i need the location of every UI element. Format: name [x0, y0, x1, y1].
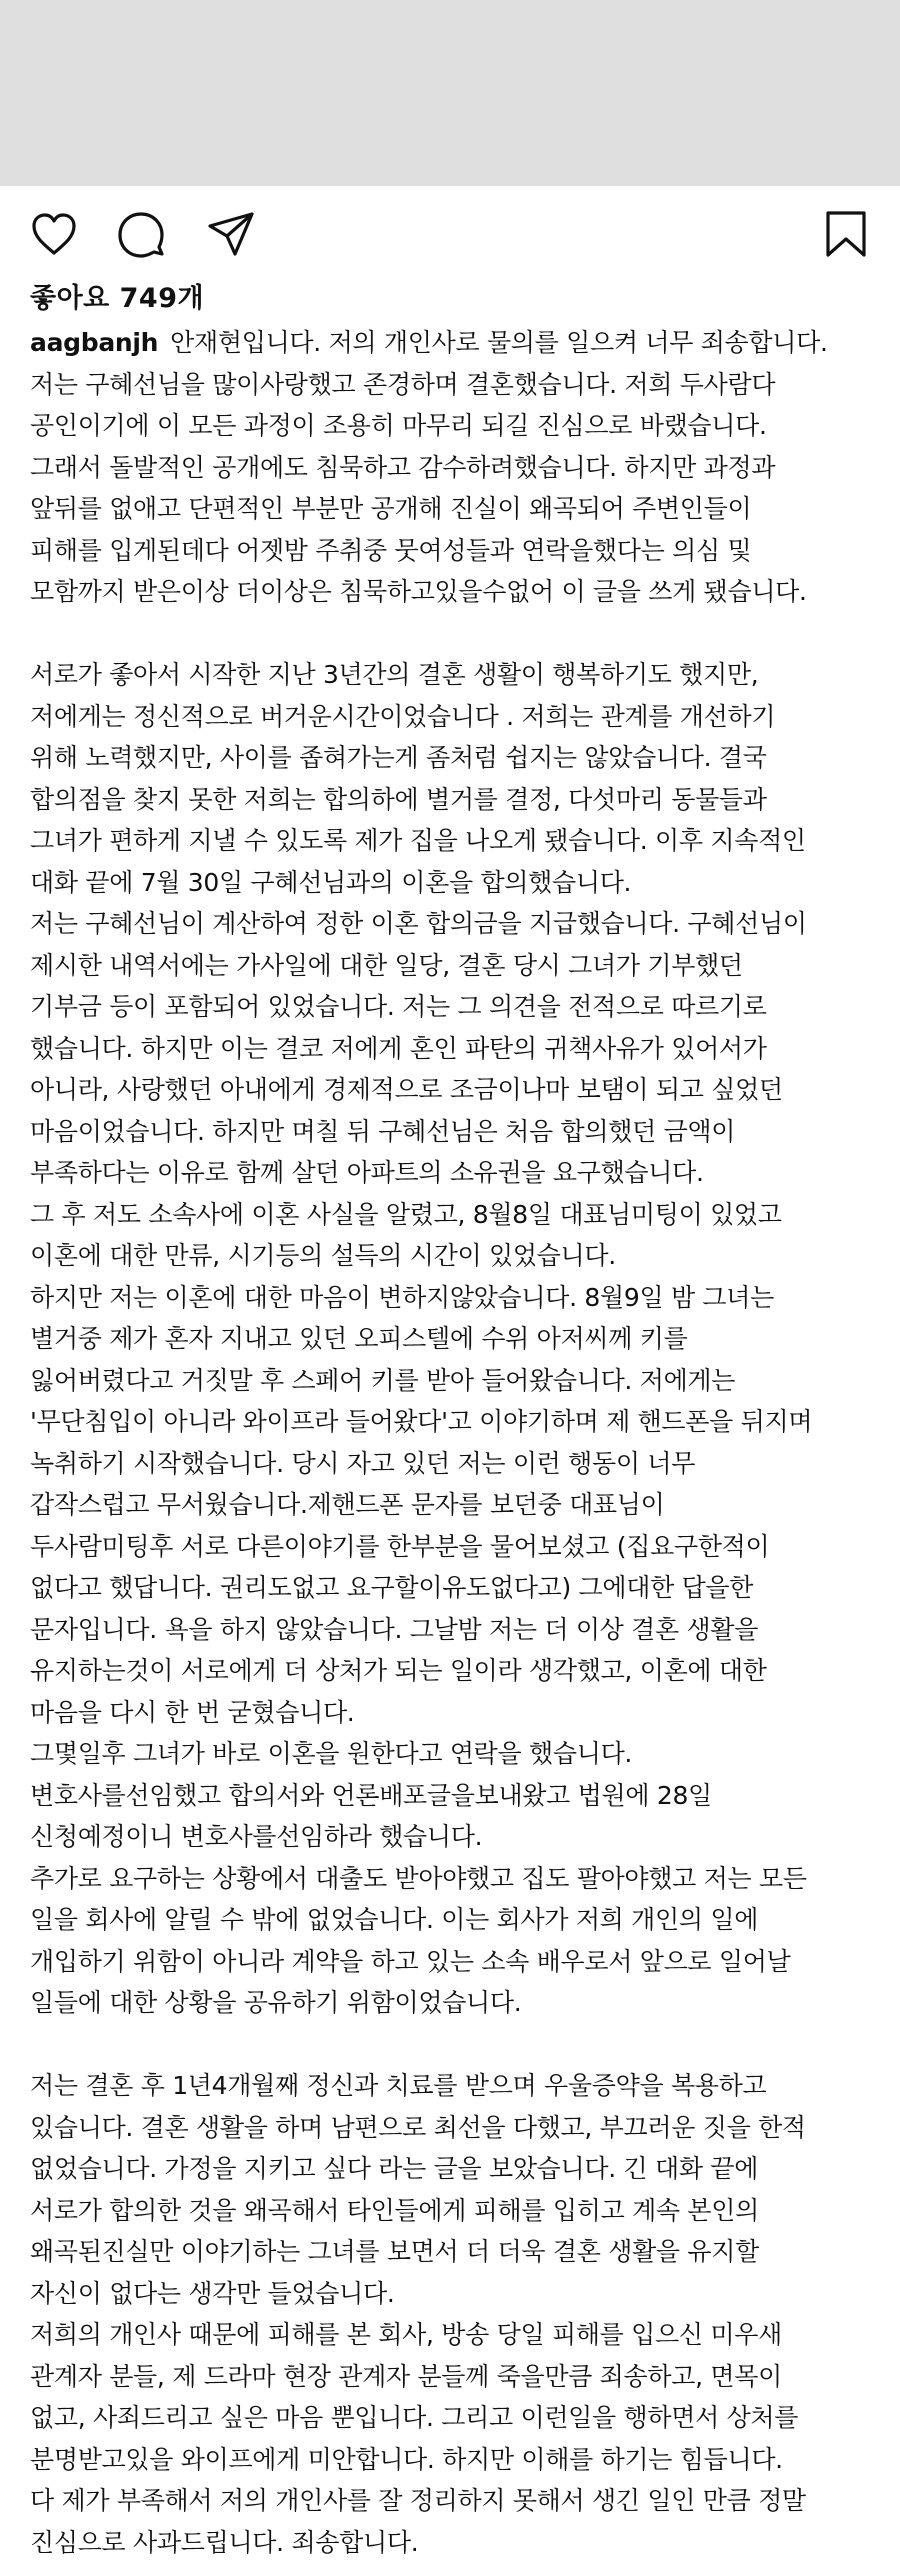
caption-line — [30, 364, 876, 406]
caption-text: 대화 끝에 7월 30일 구혜선님과의 이혼을 합의했습니다. — [30, 868, 631, 897]
caption-text: 그 후 저도 소속사에 이혼 사실을 알렸고, 8월8일 대표님미팅이 있었고 — [30, 1200, 782, 1229]
caption-line — [30, 1152, 876, 1194]
caption-text: 잃어버렸다고 거짓말 후 스페어 키를 받아 들어왔습니다. 저에게는 — [30, 1366, 735, 1395]
caption-text: 관계자 분들, 제 드라마 현장 관계자 분들께 죽을만큼 죄송하고, 면목이 — [30, 2362, 782, 2391]
caption-line — [30, 1567, 876, 1609]
caption-text: 제시한 내역서에는 가사일에 대한 일당, 결혼 당시 그녀가 기부했던 — [30, 951, 743, 980]
caption-line — [30, 1194, 876, 1236]
caption-text: 서로가 좋아서 시작한 지난 3년간의 결혼 생활이 행복하기도 했지만, — [30, 660, 758, 689]
caption-text: 저는 구혜선님이 계산하여 정한 이혼 합의금을 지급했습니다. 구혜선님이 — [30, 909, 807, 938]
caption-line — [30, 2107, 876, 2149]
caption-text: 개입하기 위함이 아니라 계약을 하고 있는 소속 배우로서 앞으로 일어날 — [30, 1947, 790, 1976]
caption-line — [30, 1318, 876, 1360]
caption-line — [30, 1692, 876, 1734]
caption-line — [30, 488, 876, 530]
caption-line — [30, 571, 876, 613]
caption-line — [30, 1816, 876, 1858]
caption-text: 문자입니다. 욕을 하지 않았습니다. 그날밤 저는 더 이상 결혼 생활을 — [30, 1615, 758, 1644]
caption-text: 위해 노력했지만, 사이를 좁혀가는게 좀처럼 쉽지는 않았습니다. 결국 — [30, 743, 767, 772]
caption-text: 다 제가 부족해서 저의 개인사를 잘 정리하지 못해서 생긴 일인 만큼 정말 — [30, 2486, 806, 2515]
caption-line — [30, 1235, 876, 1277]
caption-text: 했습니다. 하지만 이는 결코 저에게 혼인 파탄의 귀책사유가 있어서가 — [30, 1034, 767, 1063]
caption-text: 마음이었습니다. 하지만 며칠 뒤 구혜선님은 처음 합의했던 금액이 — [30, 1117, 735, 1146]
caption-line — [30, 2065, 876, 2107]
caption-text: 유지하는것이 서로에게 더 상처가 되는 일이라 생각했고, 이혼에 대한 — [30, 1656, 767, 1685]
caption-text: 안재현입니다. 저의 개인사로 물의를 일으켜 너무 죄송합니다. — [170, 328, 827, 357]
caption-text: 합의점을 찾지 못한 저희는 합의하에 별거를 결정, 다섯마리 동물들과 — [30, 785, 767, 814]
caption-line — [30, 903, 876, 945]
caption-line — [30, 945, 876, 987]
heart-icon[interactable] — [28, 208, 80, 260]
caption-text: '무단침입이 아니라 와이프라 들어왔다'고 이야기하며 제 핸드폰을 뒤지며 — [30, 1407, 812, 1436]
caption-line — [30, 1650, 876, 1692]
caption-text: 앞뒤를 없애고 단편적인 부분만 공개해 진실이 왜곡되어 주변인들이 — [30, 494, 751, 523]
caption-line — [30, 1111, 876, 1153]
caption-line — [30, 447, 876, 489]
caption-line — [30, 1899, 876, 1941]
caption-line — [30, 2190, 876, 2232]
caption-line — [30, 779, 876, 821]
caption-line — [30, 1401, 876, 1443]
caption-line — [30, 1858, 876, 1900]
caption-text: 없다고 했답니다. 권리도없고 요구할이유도없다고) 그에대한 답을한 — [30, 1573, 753, 1602]
caption-text: 저희의 개인사 때문에 피해를 본 회사, 방송 당일 피해를 입으신 미우새 — [30, 2320, 782, 2349]
caption-line — [30, 1069, 876, 1111]
caption-line — [30, 1028, 876, 1070]
caption-text: 서로가 합의한 것을 왜곡해서 타인들에게 피해를 입히고 계속 본인의 — [30, 2196, 759, 2225]
caption-line — [30, 696, 876, 738]
caption-text: 일을 회사에 알릴 수 밖에 없었습니다. 이는 회사가 저희 개인의 일에 — [30, 1905, 758, 1934]
caption-text: 그래서 돌발적인 공개에도 침묵하고 감수하려했습니다. 하지만 과정과 — [30, 453, 775, 482]
caption-text: 기부금 등이 포함되어 있었습니다. 저는 그 의견을 전적으로 따르기로 — [30, 992, 767, 1021]
caption-line — [30, 1277, 876, 1319]
caption-text: 없었습니다. 가정을 지키고 싶다 라는 글을 보았습니다. 긴 대화 끝에 — [30, 2154, 758, 2183]
caption-line — [30, 862, 876, 904]
caption-line — [30, 2522, 876, 2563]
post-image-area — [0, 0, 900, 186]
caption-line — [30, 1982, 876, 2024]
caption-line — [30, 654, 876, 696]
caption-text: 피해를 입게된데다 어젯밤 주취중 뭇여성들과 연락을했다는 의심 및 — [30, 536, 751, 565]
caption-line — [30, 2314, 876, 2356]
caption-line — [30, 737, 876, 779]
caption-text: 일들에 대한 상황을 공유하기 위함이었습니다. — [30, 1988, 521, 2017]
caption-line — [30, 2356, 876, 2398]
caption-line — [30, 1443, 876, 1485]
caption-line — [30, 2480, 876, 2522]
caption-line — [30, 986, 876, 1028]
caption-line — [30, 1360, 876, 1402]
caption-line — [30, 530, 876, 572]
caption-text: 변호사를선임했고 합의서와 언론배포글을보내왔고 법원에 28일 — [30, 1781, 712, 1810]
caption-text: 부족하다는 이유로 함께 살던 아파트의 소유권을 요구했습니다. — [30, 1158, 704, 1187]
caption-line — [30, 2439, 876, 2481]
caption-line — [30, 1609, 876, 1651]
caption-text: 갑작스럽고 무서웠습니다.제핸드폰 문자를 보던중 대표님이 — [30, 1490, 665, 1519]
caption-text: 저는 결혼 후 1년4개월째 정신과 치료를 받으며 우울증약을 복용하고 — [30, 2071, 766, 2100]
caption-text: 아니라, 사랑했던 아내에게 경제적으로 조금이나마 보탬이 되고 싶었던 — [30, 1075, 783, 1104]
caption-line — [30, 1775, 876, 1817]
caption-text: 두사람미팅후 서로 다른이야기를 한부분을 물어보셨고 (집요구한적이 — [30, 1532, 769, 1561]
likes-count[interactable]: 좋아요 749개 — [30, 276, 900, 322]
caption-line — [30, 2397, 876, 2439]
caption-text: 이혼에 대한 만류, 시기등의 설득의 시간이 있었습니다. — [30, 1241, 616, 1270]
caption-line — [30, 1484, 876, 1526]
caption-text: 진심으로 사과드립니다. 죄송합니다. — [30, 2528, 418, 2557]
caption-text: 추가로 요구하는 상황에서 대출도 받아야했고 집도 팔아야했고 저는 모든 — [30, 1864, 807, 1893]
caption-blank-line — [30, 2024, 876, 2066]
caption-text: 없고, 사죄드리고 싶은 마음 뿐입니다. 그리고 이런일을 행하면서 상처를 — [30, 2403, 798, 2432]
caption-text: 자신이 없다는 생각만 들었습니다. — [30, 2279, 395, 2308]
paper-plane-icon[interactable] — [205, 208, 257, 260]
caption-text: 왜곡된진실만 이야기하는 그녀를 보면서 더 더욱 결혼 생활을 유지할 — [30, 2237, 759, 2266]
caption-text: 신청예정이니 변호사를선임하라 했습니다. — [30, 1822, 482, 1851]
caption-text: 그녀가 편하게 지낼 수 있도록 제가 집을 나오게 됐습니다. 이후 지속적인 — [30, 826, 806, 855]
caption-text: 저는 구혜선님을 많이사랑했고 존경하며 결혼했습니다. 저희 두사람다 — [30, 370, 775, 399]
caption-line — [30, 405, 876, 447]
caption-text: 저에게는 정신적으로 버거운시간이었습니다 . 저희는 관계를 개선하기 — [30, 702, 775, 731]
caption-line — [30, 1941, 876, 1983]
post-action-bar — [0, 186, 900, 276]
bookmark-icon[interactable] — [820, 208, 872, 260]
caption-text: 모함까지 받은이상 더이상은 침묵하고있을수없어 이 글을 쓰게 됐습니다. — [30, 577, 807, 606]
username-link[interactable]: aagbanjh — [30, 328, 158, 357]
caption-text: 공인이기에 이 모든 과정이 조용히 마무리 되길 진심으로 바랬습니다. — [30, 411, 767, 440]
caption-text: 녹취하기 시작했습니다. 당시 자고 있던 저는 이런 행동이 너무 — [30, 1449, 695, 1478]
caption-line — [30, 1733, 876, 1775]
caption-text: 별거중 제가 혼자 지내고 있던 오피스텔에 수위 아저씨께 키를 — [30, 1324, 687, 1353]
caption-line — [30, 2231, 876, 2273]
caption-blank-line — [30, 613, 876, 655]
caption-line — [30, 2273, 876, 2315]
caption-text: 그몇일후 그녀가 바로 이혼을 원한다고 연락을 했습니다. — [30, 1739, 632, 1768]
post-caption — [0, 322, 900, 2563]
comment-icon[interactable] — [115, 208, 167, 260]
caption-text: 있습니다. 결혼 생활을 하며 남편으로 최선을 다했고, 부끄러운 짓을 한적 — [30, 2113, 806, 2142]
caption-line — [30, 820, 876, 862]
caption-text: 마음을 다시 한 번 굳혔습니다. — [30, 1698, 354, 1727]
caption-line — [30, 1526, 876, 1568]
caption-line — [30, 322, 876, 364]
caption-line — [30, 2148, 876, 2190]
caption-text: 분명받고있을 와이프에게 미안합니다. 하지만 이해를 하기는 힘듭니다. — [30, 2445, 783, 2474]
caption-text: 하지만 저는 이혼에 대한 마음이 변하지않았습니다. 8월9일 밤 그녀는 — [30, 1283, 774, 1312]
